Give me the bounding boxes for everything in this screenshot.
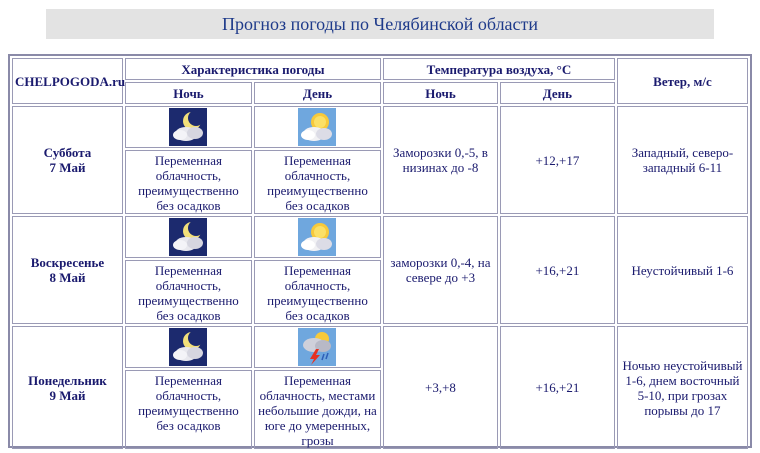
temp-day: +16,+21 — [500, 216, 615, 324]
moon-cloud-icon — [169, 108, 207, 146]
thunderstorm-icon — [298, 328, 336, 366]
weekday: Суббота — [43, 145, 92, 160]
date: 9 Май — [49, 387, 86, 403]
day-icon-cell — [254, 326, 381, 368]
night-description: Переменная облачность, преимущественно без осадков — [125, 260, 252, 324]
day-icon-cell — [254, 106, 381, 148]
temp-night: Заморозки 0,-5, в низинах до -8 — [383, 106, 498, 214]
weather-header: Характеристика погоды — [125, 58, 381, 80]
page-title: Прогноз погоды по Челябинской области — [46, 9, 714, 39]
wind: Неустойчивый 1-6 — [617, 216, 748, 324]
weekday: Понедельник — [28, 372, 107, 388]
day-description: Переменная облачность, преимущественно без осадков — [254, 260, 381, 324]
temperature-header: Температура воздуха, °С — [383, 58, 615, 80]
day-icon-cell — [254, 216, 381, 258]
weather-day-header: День — [254, 82, 381, 104]
night-icon-cell — [125, 106, 252, 148]
day-cell — [12, 216, 123, 324]
night-description: Переменная облачность, преимущественно без осадков — [125, 150, 252, 214]
sun-cloud-icon — [298, 108, 336, 146]
weather-night-header: Ночь — [125, 82, 252, 104]
day-description: Переменная облачность, преимущественно без осадков — [254, 150, 381, 214]
temp-night-header: Ночь — [383, 82, 498, 104]
day-cell — [12, 326, 123, 449]
day-cell — [12, 106, 123, 214]
date: 7 Май — [49, 160, 86, 175]
site-name: CHELPOGODA.ru — [12, 58, 123, 104]
wind: Ночью неустойчивый 1-6, днем восточный 5-10, при грозах порывы до 17 — [617, 326, 748, 449]
wind-header: Ветер, м/с — [617, 58, 748, 104]
temp-day: +16,+21 — [500, 326, 615, 449]
temp-day-header: День — [500, 82, 615, 104]
forecast-table — [10, 56, 750, 451]
day-description: Переменная облачность, местами небольшие дожди, на юге до умеренных, грозы — [254, 370, 381, 449]
moon-cloud-icon — [169, 218, 207, 256]
date: 8 Май — [49, 270, 86, 285]
night-icon-cell — [125, 326, 252, 368]
weekday: Воскресенье — [30, 255, 105, 270]
night-description: Переменная облачность, преимущественно без осадков — [125, 370, 252, 449]
temp-day: +12,+17 — [500, 106, 615, 214]
temp-night: заморозки 0,-4, на севере до +3 — [383, 216, 498, 324]
night-icon-cell — [125, 216, 252, 258]
temp-night: +3,+8 — [383, 326, 498, 449]
sun-cloud-icon — [298, 218, 336, 256]
forecast-table-frame — [8, 54, 752, 448]
wind: Западный, северо-западный 6-11 — [617, 106, 748, 214]
moon-cloud-icon — [169, 328, 207, 366]
